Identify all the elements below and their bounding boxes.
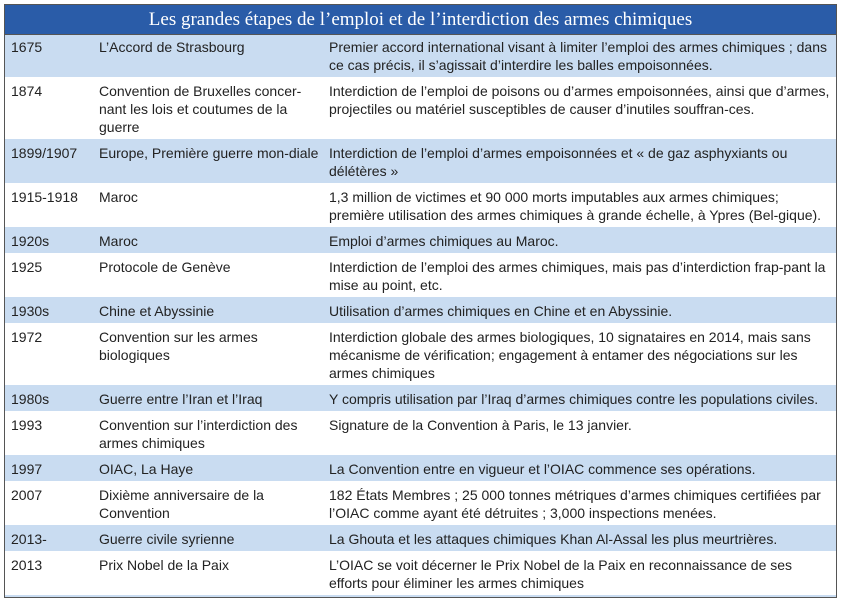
description-cell: Premier accord international visant à limiter l’emploi des armes chimiques ; dans ce cas précis, il s’agissait d’interdire les balles empoisonnées. <box>323 35 836 78</box>
table-row <box>5 184 836 228</box>
table-row <box>5 324 836 386</box>
date-cell: 1997 <box>5 456 93 482</box>
table-row <box>5 412 836 456</box>
table-title: Les grandes étapes de l’emploi et de l’interdiction des armes chimiques <box>5 5 836 35</box>
date-cell: 1925 <box>5 254 93 298</box>
event-cell: Europe, Première guerre mon-diale <box>93 140 323 184</box>
date-cell: 1930s <box>5 298 93 324</box>
event-cell: Guerre civile syrienne <box>93 526 323 552</box>
description-cell: Interdiction de l’emploi de poisons ou d’armes empoisonnées, ainsi que d’armes, projectiles ou matériel susceptibles de causer d’inutiles souffran-ces. <box>323 78 836 140</box>
date-cell: 2007 <box>5 482 93 526</box>
date-cell: 1899/1907 <box>5 140 93 184</box>
description-cell: 182 États Membres ; 25 000 tonnes métriques d’armes chimiques certifiées par l’OIAC comme ayant été détruites ; 3,000 inspections menées. <box>323 482 836 526</box>
table-row <box>5 482 836 526</box>
description-cell: Y compris utilisation par l’Iraq d’armes chimiques contre les populations civiles. <box>323 386 836 412</box>
date-cell: 1920s <box>5 228 93 254</box>
date-cell: 1874 <box>5 78 93 140</box>
event-cell: Guerre entre l’Iran et l’Iraq <box>93 386 323 412</box>
timeline-table-container <box>4 4 837 598</box>
table-row <box>5 78 836 140</box>
date-cell: 1993 <box>5 412 93 456</box>
description-cell: Interdiction de l’emploi des armes chimiques, mais pas d’interdiction frap-pant la mise au point, etc. <box>323 254 836 298</box>
date-cell: 1675 <box>5 35 93 78</box>
description-cell: Signature de la Convention à Paris, le 13 janvier. <box>323 412 836 456</box>
description-cell: Emploi d’armes chimiques au Maroc. <box>323 228 836 254</box>
event-cell: Prix Nobel de la Paix <box>93 552 323 596</box>
event-cell: Protocole de Genève <box>93 254 323 298</box>
description-cell: Interdiction de l’emploi d’armes empoisonnées et « de gaz asphyxiants ou délétères » <box>323 140 836 184</box>
event-cell: Dixième anniversaire de la Convention <box>93 482 323 526</box>
description-cell: L’OIAC se voit décerner le Prix Nobel de la Paix en reconnaissance de ses efforts pour éliminer les armes chimiques <box>323 552 836 596</box>
date-cell: 2013 <box>5 552 93 596</box>
table-row <box>5 386 836 412</box>
table-row <box>5 140 836 184</box>
event-cell: Maroc <box>93 184 323 228</box>
description-cell: La Convention entre en vigueur et l’OIAC commence ses opérations. <box>323 456 836 482</box>
table-row <box>5 456 836 482</box>
description-cell: La Ghouta et les attaques chimiques Khan Al-Assal les plus meurtrières. <box>323 526 836 552</box>
date-cell: 2013- <box>5 526 93 552</box>
event-cell: Maroc <box>93 228 323 254</box>
table-row <box>5 254 836 298</box>
event-cell: L’Accord de Strasbourg <box>93 35 323 78</box>
event-cell: Convention de Bruxelles concer-nant les lois et coutumes de la guerre <box>93 78 323 140</box>
timeline-table <box>5 35 836 597</box>
description-cell: Interdiction globale des armes biologiques, 10 signataires en 2014, mais sans mécanisme de vérification; engagement à entamer des négociations sur les armes chimiques <box>323 324 836 386</box>
date-cell: 1972 <box>5 324 93 386</box>
event-cell: OIAC, La Haye <box>93 456 323 482</box>
date-cell: 1980s <box>5 386 93 412</box>
event-cell: Convention sur les armes biologiques <box>93 324 323 386</box>
date-cell: 1915-1918 <box>5 184 93 228</box>
table-row <box>5 552 836 596</box>
description-cell: 1,3 million de victimes et 90 000 morts imputables aux armes chimiques; première utilisation des armes chimiques à grande échelle, à Ypres (Bel-gique). <box>323 184 836 228</box>
table-row <box>5 298 836 324</box>
table-row <box>5 35 836 78</box>
table-row <box>5 526 836 552</box>
event-cell: Chine et Abyssinie <box>93 298 323 324</box>
event-cell: Convention sur l’interdiction des armes chimiques <box>93 412 323 456</box>
table-row <box>5 228 836 254</box>
description-cell: Utilisation d’armes chimiques en Chine et en Abyssinie. <box>323 298 836 324</box>
